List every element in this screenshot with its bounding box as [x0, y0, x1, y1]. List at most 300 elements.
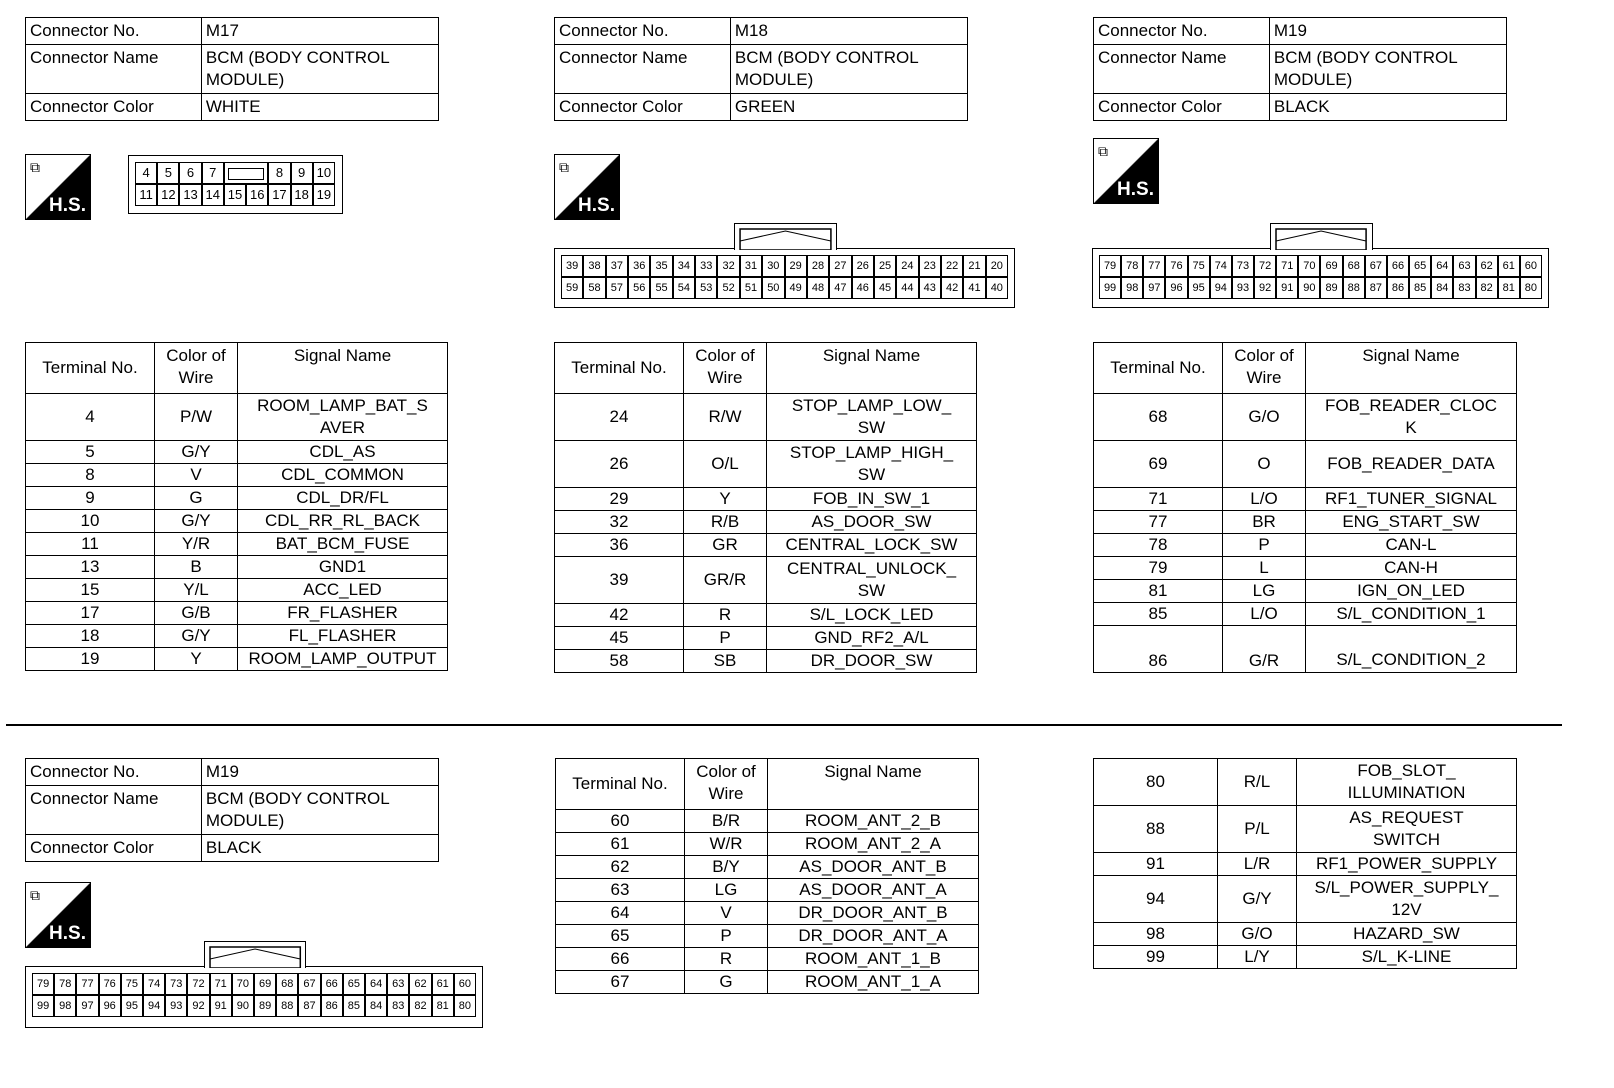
- wire-color: LG: [1223, 580, 1306, 603]
- m19-terminal-table-3: [1093, 758, 1517, 969]
- terminal-no: 39: [555, 557, 684, 604]
- pin: 74: [1210, 255, 1232, 277]
- wire-color: LG: [685, 879, 768, 902]
- pin: 58: [583, 277, 605, 299]
- pin: 69: [254, 973, 276, 995]
- table-row: [555, 534, 977, 557]
- signal-name-header: Signal Name: [768, 759, 979, 810]
- signal-name: ROOM_ANT_1_B: [768, 948, 979, 971]
- terminal-no: 68: [1094, 394, 1223, 441]
- table-row: [26, 487, 448, 510]
- terminal-no: 67: [556, 971, 685, 994]
- m19-terminal-table: [1093, 342, 1517, 673]
- pin: 96: [1165, 277, 1187, 299]
- terminal-no: 60: [556, 810, 685, 833]
- pin: 86: [321, 995, 343, 1017]
- pin: 99: [1099, 277, 1121, 299]
- pin: 71: [1276, 255, 1298, 277]
- wire-color: B: [155, 556, 238, 579]
- signal-name: AS_DOOR_ANT_A: [768, 879, 979, 902]
- table-row: [555, 557, 977, 604]
- connector-name-label: Connector Name: [26, 786, 202, 835]
- signal-name-header: Signal Name: [767, 343, 977, 394]
- pin: 80: [1520, 277, 1542, 299]
- pin: 62: [409, 973, 431, 995]
- pin: 64: [1431, 255, 1453, 277]
- signal-name: ENG_START_SW: [1306, 511, 1517, 534]
- terminal-no: 91: [1094, 853, 1218, 876]
- signal-name: ROOM_LAMP_BAT_S AVER: [238, 394, 448, 441]
- connector-no-value: M17: [201, 18, 438, 45]
- m19-connector-face: [1092, 248, 1549, 308]
- pin: 77: [1143, 255, 1165, 277]
- signal-name-header: Signal Name: [238, 343, 448, 394]
- table-row: [1094, 534, 1517, 557]
- pin: 54: [673, 277, 695, 299]
- wire-color: SB: [684, 650, 767, 673]
- pin: 70: [232, 973, 254, 995]
- pin: 95: [1188, 277, 1210, 299]
- connector-no-row: [1094, 18, 1507, 45]
- pin: 17: [268, 184, 290, 206]
- wire-color: V: [685, 902, 768, 925]
- connector-name-row: [555, 45, 968, 94]
- pin: 86: [1387, 277, 1409, 299]
- pin: 55: [650, 277, 672, 299]
- pin-grid: [1099, 255, 1542, 299]
- table-row: [26, 441, 448, 464]
- wire-color: R: [684, 604, 767, 627]
- pin: 67: [298, 973, 320, 995]
- pin: 87: [1365, 277, 1387, 299]
- terminal-no: 66: [556, 948, 685, 971]
- m19-terminal-table-2: [555, 758, 979, 994]
- wire-color: R/B: [684, 511, 767, 534]
- harness-side-icon: ⧉ H.S.: [25, 154, 91, 220]
- pin: 56: [628, 277, 650, 299]
- pin: 76: [99, 973, 121, 995]
- signal-name: S/L_POWER_SUPPLY_ 12V: [1297, 876, 1517, 923]
- connector-name-label: Connector Name: [555, 45, 731, 94]
- m17-terminal-table: [25, 342, 448, 671]
- wire-color: Y/R: [155, 533, 238, 556]
- signal-name: AS_DOOR_SW: [767, 511, 977, 534]
- pin: 78: [1121, 255, 1143, 277]
- pin: 39: [561, 255, 583, 277]
- pin: 18: [291, 184, 313, 206]
- pin: 93: [165, 995, 187, 1017]
- terminal-no-header: Terminal No.: [1094, 343, 1223, 394]
- signal-name: CDL_COMMON: [238, 464, 448, 487]
- terminal-no: 79: [1094, 557, 1223, 580]
- terminal-no: 69: [1094, 441, 1223, 488]
- connector-color-row: [26, 94, 439, 121]
- wire-color: G/O: [1223, 394, 1306, 441]
- pin: 5: [157, 162, 179, 184]
- header-row: [556, 759, 979, 810]
- table-row: [555, 627, 977, 650]
- pin: 15: [224, 184, 246, 206]
- pin: 93: [1232, 277, 1254, 299]
- pin: 67: [1365, 255, 1387, 277]
- signal-name: AS_DOOR_ANT_B: [768, 856, 979, 879]
- signal-name: DR_DOOR_ANT_A: [768, 925, 979, 948]
- wire-color: G: [155, 487, 238, 510]
- table-row: [26, 533, 448, 556]
- pin: 50: [762, 277, 784, 299]
- wire-color: Y: [684, 488, 767, 511]
- wire-color: G/Y: [155, 441, 238, 464]
- table-row: [1094, 759, 1517, 806]
- m19-info: [1093, 17, 1507, 121]
- connector-name-label: Connector Name: [26, 45, 202, 94]
- m18-info: [554, 17, 968, 121]
- wire-color: P/W: [155, 394, 238, 441]
- pin-grid: [561, 255, 1008, 299]
- m18-connector-face: [554, 248, 1015, 308]
- terminal-no: 62: [556, 856, 685, 879]
- m17-info: [25, 17, 439, 121]
- pin: 52: [717, 277, 739, 299]
- signal-name: FR_FLASHER: [238, 602, 448, 625]
- signal-name: CENTRAL_UNLOCK_ SW: [767, 557, 977, 604]
- pin: 72: [187, 973, 209, 995]
- terminal-no-header: Terminal No.: [26, 343, 155, 394]
- terminal-no: 42: [555, 604, 684, 627]
- terminal-no: 36: [555, 534, 684, 557]
- table-row: [26, 648, 448, 671]
- pin: 81: [1498, 277, 1520, 299]
- pin: 30: [762, 255, 784, 277]
- connector-color-label: Connector Color: [26, 94, 202, 121]
- pin: 10: [313, 162, 335, 184]
- terminal-no: 78: [1094, 534, 1223, 557]
- pin: 65: [343, 973, 365, 995]
- wire-color: V: [155, 464, 238, 487]
- pin: 31: [740, 255, 762, 277]
- connector-name-row: [1094, 45, 1507, 94]
- pin: 60: [454, 973, 476, 995]
- connector-color-label: Connector Color: [1094, 94, 1270, 121]
- harness-side-icon: ⧉ H.S.: [554, 154, 620, 220]
- wire-color: P: [685, 925, 768, 948]
- wire-color: W/R: [685, 833, 768, 856]
- pin: 74: [143, 973, 165, 995]
- connector-latch: [204, 941, 306, 968]
- table-row: [556, 856, 979, 879]
- terminal-no: 94: [1094, 876, 1218, 923]
- terminal-no-header: Terminal No.: [556, 759, 685, 810]
- signal-name: GND_RF2_A/L: [767, 627, 977, 650]
- pin: 61: [432, 973, 454, 995]
- connector-name-value: BCM (BODY CONTROL MODULE): [201, 786, 438, 835]
- pin: 92: [187, 995, 209, 1017]
- pin: 79: [1099, 255, 1121, 277]
- table-row: [26, 464, 448, 487]
- connector-color-label: Connector Color: [26, 835, 202, 862]
- signal-name: DR_DOOR_ANT_B: [768, 902, 979, 925]
- terminal-no: 64: [556, 902, 685, 925]
- pin: 36: [628, 255, 650, 277]
- signal-name: FOB_READER_CLOC K: [1306, 394, 1517, 441]
- signal-name: CDL_DR/FL: [238, 487, 448, 510]
- pin: 34: [673, 255, 695, 277]
- signal-name: RF1_POWER_SUPPLY: [1297, 853, 1517, 876]
- table-row: [555, 650, 977, 673]
- terminal-no: 45: [555, 627, 684, 650]
- table-row: [26, 602, 448, 625]
- pin: 69: [1320, 255, 1342, 277]
- terminal-no: 63: [556, 879, 685, 902]
- pin: 66: [1387, 255, 1409, 277]
- pin: 83: [387, 995, 409, 1017]
- pin: 27: [829, 255, 851, 277]
- terminal-no: 32: [555, 511, 684, 534]
- wire-color: L: [1223, 557, 1306, 580]
- section-divider: [6, 724, 1562, 726]
- pin: 96: [99, 995, 121, 1017]
- pin: 16: [246, 184, 268, 206]
- table-row: [556, 925, 979, 948]
- harness-side-icon: ⧉ H.S.: [1093, 138, 1159, 204]
- pin: 84: [1431, 277, 1453, 299]
- header-row: [1094, 343, 1517, 394]
- pin: 78: [54, 973, 76, 995]
- table-row: [26, 556, 448, 579]
- wire-color: B/R: [685, 810, 768, 833]
- pin: 6: [179, 162, 201, 184]
- wire-color: P: [684, 627, 767, 650]
- wire-color: G/O: [1218, 923, 1297, 946]
- table-row: [1094, 511, 1517, 534]
- pin: 85: [343, 995, 365, 1017]
- harness-side-icon: ⧉ H.S.: [25, 882, 91, 948]
- wire-color: R/W: [684, 394, 767, 441]
- connector-no-label: Connector No.: [555, 18, 731, 45]
- wire-color: P: [1223, 534, 1306, 557]
- pin: 51: [740, 277, 762, 299]
- table-row: [1094, 603, 1517, 626]
- connector-name-value: BCM (BODY CONTROL MODULE): [730, 45, 967, 94]
- pin: 57: [606, 277, 628, 299]
- pin: 11: [135, 184, 157, 206]
- pin: 79: [32, 973, 54, 995]
- header-row: [26, 343, 448, 394]
- pin: 73: [1232, 255, 1254, 277]
- wire-color: O: [1223, 441, 1306, 488]
- m19-info-2: [25, 758, 439, 862]
- pin: 98: [54, 995, 76, 1017]
- signal-name: CAN-L: [1306, 534, 1517, 557]
- m17-connector-face: [128, 155, 343, 214]
- pin: 80: [454, 995, 476, 1017]
- table-row: [1094, 488, 1517, 511]
- table-row: [1094, 923, 1517, 946]
- connector-name-value: BCM (BODY CONTROL MODULE): [1269, 45, 1506, 94]
- pin: 22: [941, 255, 963, 277]
- pin: 68: [276, 973, 298, 995]
- pin: 99: [32, 995, 54, 1017]
- terminal-no: 77: [1094, 511, 1223, 534]
- pin: 65: [1409, 255, 1431, 277]
- terminal-no: 85: [1094, 603, 1223, 626]
- wire-color-header: Color of Wire: [1223, 343, 1306, 394]
- pin: 77: [76, 973, 98, 995]
- pin: 85: [1409, 277, 1431, 299]
- pin: 37: [606, 255, 628, 277]
- connector-latch: [1270, 223, 1372, 250]
- terminal-no: 11: [26, 533, 155, 556]
- signal-name: CENTRAL_LOCK_SW: [767, 534, 977, 557]
- terminal-no: 18: [26, 625, 155, 648]
- terminal-no: 86: [1094, 626, 1223, 673]
- terminal-no: 29: [555, 488, 684, 511]
- pin: 94: [143, 995, 165, 1017]
- connector-glyph-icon: ⧉: [1098, 143, 1108, 159]
- terminal-no: 65: [556, 925, 685, 948]
- pin: 75: [1188, 255, 1210, 277]
- pin: 73: [165, 973, 187, 995]
- wire-color-header: Color of Wire: [155, 343, 238, 394]
- pin: 91: [210, 995, 232, 1017]
- pin: 42: [941, 277, 963, 299]
- wire-color: BR: [1223, 511, 1306, 534]
- connector-color-value: WHITE: [201, 94, 438, 121]
- pin: 94: [1210, 277, 1232, 299]
- pin: 89: [1320, 277, 1342, 299]
- terminal-no: 4: [26, 394, 155, 441]
- pin: 8: [268, 162, 290, 184]
- connector-color-value: GREEN: [730, 94, 967, 121]
- terminal-no: 99: [1094, 946, 1218, 969]
- connector-no-row: [26, 18, 439, 45]
- signal-name: ROOM_ANT_2_A: [768, 833, 979, 856]
- wire-color: O/L: [684, 441, 767, 488]
- pin: 84: [365, 995, 387, 1017]
- connector-name-value: BCM (BODY CONTROL MODULE): [201, 45, 438, 94]
- table-row: [1094, 946, 1517, 969]
- connector-no-label: Connector No.: [26, 18, 202, 45]
- terminal-no: 71: [1094, 488, 1223, 511]
- pin: 45: [874, 277, 896, 299]
- signal-name: ROOM_ANT_2_B: [768, 810, 979, 833]
- pin: 91: [1276, 277, 1298, 299]
- pin: 89: [254, 995, 276, 1017]
- table-row: [1094, 441, 1517, 488]
- header-row: [555, 343, 977, 394]
- terminal-no: 15: [26, 579, 155, 602]
- pin: 29: [785, 255, 807, 277]
- table-row: [1094, 394, 1517, 441]
- terminal-no: 19: [26, 648, 155, 671]
- connector-color-value: BLACK: [1269, 94, 1506, 121]
- table-row: [555, 441, 977, 488]
- wire-color: G/Y: [155, 510, 238, 533]
- pin: 87: [298, 995, 320, 1017]
- wire-color: P/L: [1218, 806, 1297, 853]
- pin: 41: [963, 277, 985, 299]
- terminal-no: 81: [1094, 580, 1223, 603]
- wire-color: G/B: [155, 602, 238, 625]
- signal-name: GND1: [238, 556, 448, 579]
- connector-no-row: [555, 18, 968, 45]
- signal-name: CAN-H: [1306, 557, 1517, 580]
- signal-name: ACC_LED: [238, 579, 448, 602]
- connector-color-value: BLACK: [201, 835, 438, 862]
- wire-color: B/Y: [685, 856, 768, 879]
- pin: 12: [157, 184, 179, 206]
- pin: 70: [1298, 255, 1320, 277]
- pin: 62: [1476, 255, 1498, 277]
- pin: 23: [919, 255, 941, 277]
- wire-color: GR: [684, 534, 767, 557]
- connector-no-value: M19: [201, 759, 438, 786]
- table-row: [1094, 806, 1517, 853]
- pin: 9: [291, 162, 313, 184]
- table-row: [555, 394, 977, 441]
- terminal-no: 17: [26, 602, 155, 625]
- signal-name: FL_FLASHER: [238, 625, 448, 648]
- table-row: [26, 394, 448, 441]
- pin-grid: [32, 973, 476, 1017]
- wire-color: GR/R: [684, 557, 767, 604]
- pin: 71: [210, 973, 232, 995]
- wire-color: G: [685, 971, 768, 994]
- m18-terminal-table: [554, 342, 977, 673]
- connector-no-value: M19: [1269, 18, 1506, 45]
- table-row: [556, 948, 979, 971]
- pin: 59: [561, 277, 583, 299]
- wire-color: L/O: [1223, 603, 1306, 626]
- terminal-no: 88: [1094, 806, 1218, 853]
- pin: 63: [387, 973, 409, 995]
- terminal-no: 5: [26, 441, 155, 464]
- table-row: [1094, 626, 1517, 673]
- connector-no-row: [26, 759, 439, 786]
- pin: 63: [1453, 255, 1475, 277]
- wire-color: Y/L: [155, 579, 238, 602]
- signal-name: FOB_READER_DATA: [1306, 441, 1517, 488]
- terminal-no: 80: [1094, 759, 1218, 806]
- terminal-no: 8: [26, 464, 155, 487]
- pin: 95: [121, 995, 143, 1017]
- pin: 33: [695, 255, 717, 277]
- pin: 82: [409, 995, 431, 1017]
- latch-icon: [205, 942, 305, 968]
- pin: 97: [1143, 277, 1165, 299]
- pin: 64: [365, 973, 387, 995]
- connector-glyph-icon: ⧉: [30, 159, 40, 175]
- wire-color: G/Y: [1218, 876, 1297, 923]
- pin: 40: [986, 277, 1008, 299]
- signal-name: FOB_IN_SW_1: [767, 488, 977, 511]
- pin: 7: [202, 162, 224, 184]
- wire-color: G/Y: [155, 625, 238, 648]
- terminal-no-header: Terminal No.: [555, 343, 684, 394]
- signal-name: S/L_CONDITION_1: [1306, 603, 1517, 626]
- pin: 28: [807, 255, 829, 277]
- table-row: [556, 879, 979, 902]
- pin: 25: [874, 255, 896, 277]
- signal-name: S/L_CONDITION_2: [1306, 626, 1517, 673]
- pin: 88: [276, 995, 298, 1017]
- pin: 90: [232, 995, 254, 1017]
- signal-name: HAZARD_SW: [1297, 923, 1517, 946]
- terminal-no: 24: [555, 394, 684, 441]
- connector-color-row: [26, 835, 439, 862]
- table-row: [1094, 876, 1517, 923]
- signal-name: DR_DOOR_SW: [767, 650, 977, 673]
